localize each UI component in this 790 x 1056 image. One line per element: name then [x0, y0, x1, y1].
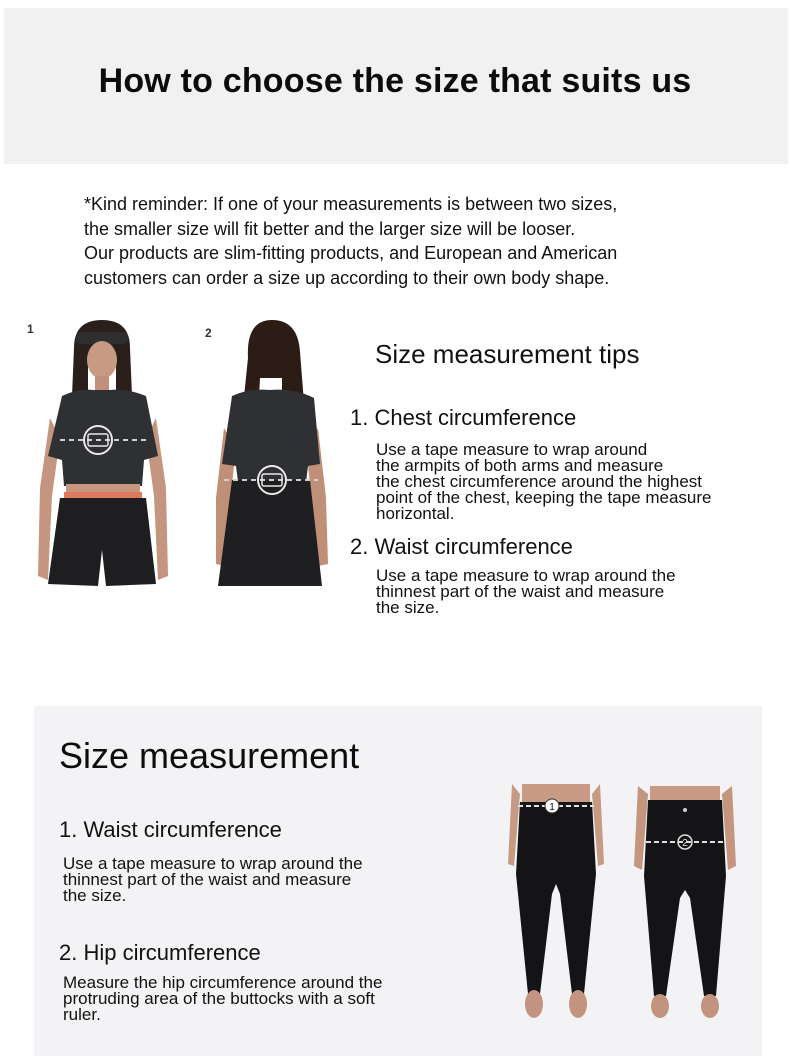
leggings-back-figure — [634, 786, 736, 1026]
figure-number-front: 1 — [27, 322, 34, 336]
desc-line: ruler. — [63, 1005, 101, 1024]
reminder-text — [84, 192, 744, 290]
page-title: How to choose the size that suits us — [98, 62, 692, 100]
chest-description — [376, 442, 712, 522]
desc-line: Use a tape measure to wrap around — [376, 440, 648, 459]
desc-line: Measure the hip circumference around the — [63, 973, 383, 992]
reminder-line: customers can order a size up according to their own body shape. — [84, 267, 610, 288]
tips-title: Size measurement tips — [375, 339, 640, 369]
marker-1-label: 1 — [549, 802, 555, 813]
desc-line: thinnest part of the waist and measure — [63, 870, 352, 889]
size-measurement-title: Size measurement — [59, 735, 360, 776]
sm-waist-heading: 1. Waist circumference — [59, 817, 282, 842]
front-model-figure — [34, 318, 174, 590]
reminder-line: *Kind reminder: If one of your measurements is between two sizes, — [84, 194, 618, 214]
sm-hip-heading: 2. Hip circumference — [59, 940, 261, 965]
chest-heading: 1. Chest circumference — [350, 405, 577, 430]
leggings-front-figure — [506, 784, 606, 1030]
desc-line: protruding area of the buttocks with a soft — [63, 989, 375, 1008]
desc-line: the chest circumference around the highest — [376, 472, 703, 491]
back-model-figure — [210, 318, 332, 590]
desc-line: Use a tape measure to wrap around the — [376, 566, 676, 585]
desc-line: the armpits of both arms and measure — [376, 456, 664, 475]
reminder-line: Our products are slim-fitting products, and European and American — [84, 243, 618, 263]
desc-line: Use a tape measure to wrap around the — [63, 854, 363, 873]
waist-description — [376, 568, 676, 616]
desc-line: horizontal. — [376, 504, 455, 523]
desc-line: point of the chest, keeping the tape measure — [376, 488, 712, 507]
desc-line: the size. — [63, 886, 127, 905]
desc-line: the size. — [376, 598, 440, 617]
reminder-line: the smaller size will fit better and the larger size will be looser. — [84, 218, 576, 239]
desc-line: thinnest part of the waist and measure — [376, 582, 665, 601]
waist-heading: 2. Waist circumference — [350, 534, 573, 559]
figure-number-back: 2 — [205, 326, 212, 340]
sm-waist-description — [63, 856, 363, 904]
sm-hip-description — [63, 975, 382, 1023]
marker-2-label: 2 — [682, 838, 688, 849]
